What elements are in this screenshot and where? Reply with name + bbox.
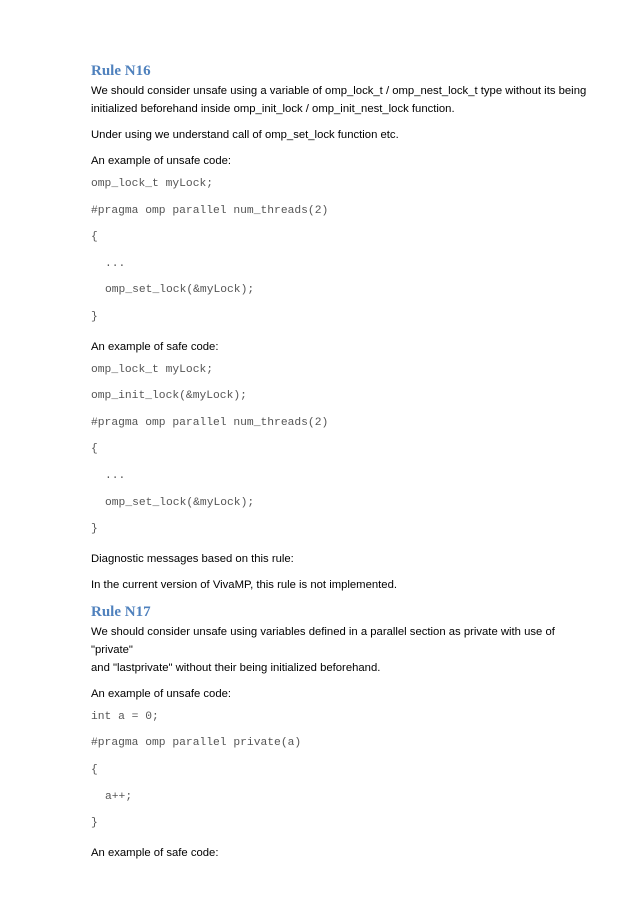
code-line: omp_lock_t myLock; [91, 363, 214, 376]
rule-n16-heading: Rule N16 [91, 63, 151, 79]
code-line: omp_init_lock(&myLock); [91, 390, 247, 403]
code-line: } [91, 817, 98, 830]
rule-n17-unsafe-label: An example of unsafe code: [91, 687, 232, 700]
code-line: { [91, 231, 98, 244]
rule-n16-description-line2: initialized beforehand inside omp_init_lock / omp_init_nest_lock function. [91, 103, 455, 115]
code-line: omp_set_lock(&myLock); [105, 496, 255, 509]
rule-n16-diagnostic-label: Diagnostic messages based on this rule: [91, 552, 294, 565]
rule-n17-safe-label: An example of safe code: [91, 846, 219, 859]
document-page [91, 58, 591, 870]
code-line: a++; [105, 790, 133, 803]
rule-n17-description-line1: We should consider unsafe using variables defined in a parallel section as private with use of "private" [91, 625, 555, 656]
code-line: omp_lock_t myLock; [91, 178, 214, 190]
rule-n17-description-line2: and "lastprivate" without their being initialized beforehand. [91, 661, 381, 674]
code-line: #pragma omp parallel num_threads(2) [91, 416, 329, 429]
rule-n16-diagnostic-text: In the current version of VivaMP, this rule is not implemented. [91, 578, 398, 591]
code-line: #pragma omp parallel num_threads(2) [91, 204, 329, 217]
rule-n17-heading: Rule N17 [91, 603, 151, 620]
code-line: { [91, 763, 98, 776]
rule-n16-unsafe-label: An example of unsafe code: [91, 155, 232, 167]
code-line: ... [105, 469, 126, 482]
rule-n17-description [91, 623, 591, 677]
code-line: int a = 0; [91, 710, 159, 723]
rule-n16-description [91, 82, 591, 118]
code-line: } [91, 523, 98, 536]
code-line: omp_set_lock(&myLock); [105, 284, 255, 297]
rule-n16-safe-label: An example of safe code: [91, 340, 219, 353]
code-line: } [91, 310, 98, 323]
code-line: ... [105, 257, 126, 270]
code-line: { [91, 443, 98, 456]
rule-n16-note: Under using we understand call of omp_set_lock function etc. [91, 129, 399, 141]
rule-n16-description-line1: We should consider unsafe using a variable of omp_lock_t / omp_nest_lock_t type without its being [91, 85, 587, 97]
code-line: #pragma omp parallel private(a) [91, 737, 302, 750]
